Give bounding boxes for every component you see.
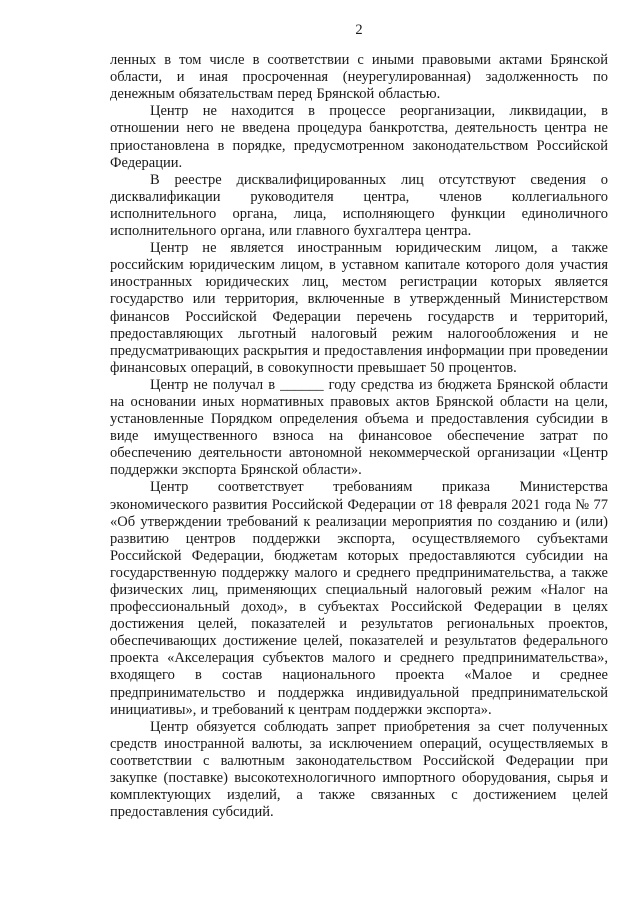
paragraph-reorganization-clause: Центр не находится в процессе реорганизации, ликвидации, в отношении него не введена процедура банкротства, деятельность центра не приостановлена в порядке, предусмотренном законодательством Российской Федерации.	[110, 103, 608, 171]
paragraph-ministry-order-compliance-clause: Центр соответствует требованиям приказа Министерства экономического развития Российской Федерации от 18 февраля 2021 года № 77 «Об утверждении требований к реализации мероприятия по созданию и (или) развитию центров поддержки экспорта, осуществляемого субъектами Российской Федерации, бюджетам которых предоставляются субсидии на государственную поддержку малого и среднего предпринимательства, а также физических лиц, применяющих специальный налоговый режим «Налог на профессиональный доход», в субъектах Российской Федерации в целях достижения целей, показателей и результатов региональных проектов, обеспечивающих достижение целей, показателей и результатов федерального проекта «Акселерация субъектов малого и среднего предпринимательства», входящего в состав национального проекта «Малое и среднее предпринимательство и поддержка индивидуальной предпринимательской инициативы», и требований к центрам поддержки экспорта».	[110, 479, 608, 718]
page-number: 2	[355, 22, 363, 38]
paragraph-foreign-entity-clause: Центр не является иностранным юридическим лицом, а также российским юридическим лицом, в уставном капитале которого доля участия иностранных юридических лиц, местом регистрации которых является государство или территория, включенные в утвержденный Министерством финансов Российской Федерации перечень государств и территорий, предоставляющих льготный налоговый режим налогообложения и не предусматривающих раскрытия и предоставления информации при проведении финансовых операций, в совокупности превышает 50 процентов.	[110, 240, 608, 376]
paragraph-disqualified-persons-clause: В реестре дисквалифицированных лиц отсутствуют сведения о дисквалификации руководителя центра, членов коллегиального исполнительного органа, лица, исполняющего функции единоличного исполнительного органа, или главного бухгалтера центра.	[110, 171, 608, 240]
paragraph-foreign-currency-clause: Центр обязуется соблюдать запрет приобретения за счет полученных средств иностранной валюты, за исключением операций, осуществляемых в соответствии с валютным законодательством Российской Федерации при закупке (поставке) высокотехнологичного импортного оборудования, сырья и комплектующих изделий, а также связанных с достижением целей предоставления субсидий.	[110, 718, 608, 821]
paragraph-budget-funds-clause: Центр не получал в ______ году средства из бюджета Брянской области на основании иных нормативных правовых актов Брянской области на цели, установленные Порядком определения объема и предоставления субсидии в виде имущественного взноса на финансовое обеспечение затрат по обеспечению деятельности автономной некоммерческой организации «Центр поддержки экспорта Брянской области».	[110, 376, 608, 479]
paragraph-continuation: ленных в том числе в соответствии с иными правовыми актами Брянской области, и иная просроченная (неурегулированная) задолженность по денежным обязательствам перед Брянской областью.	[110, 52, 608, 103]
